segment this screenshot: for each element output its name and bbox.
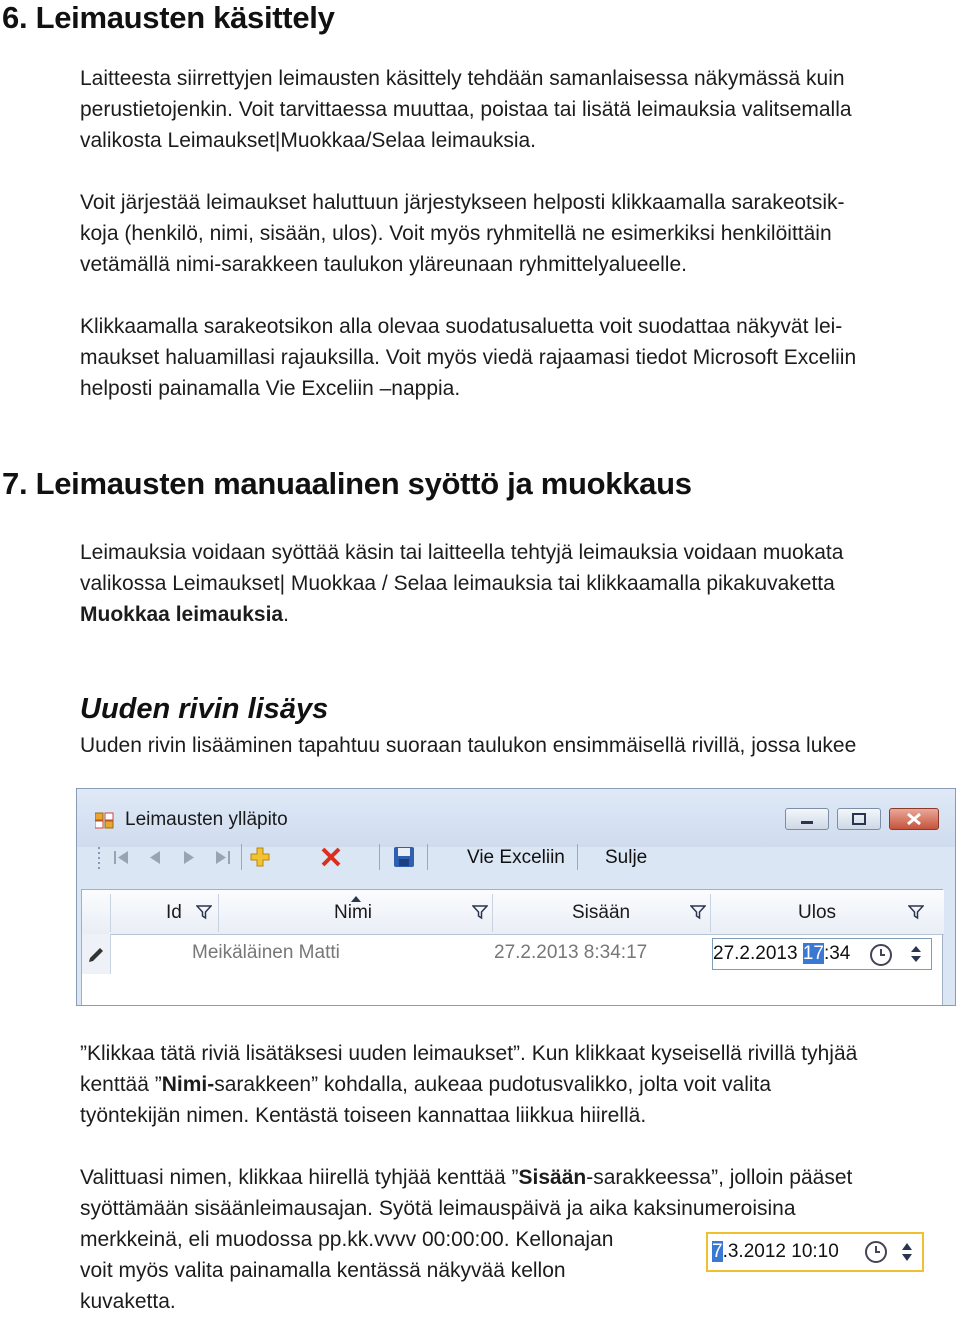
column-separator [710, 894, 711, 932]
text-line: maukset haluamillasi rajauksilla. Voit myös viedä rajaamasi tiedot Microsoft Exceliin [80, 346, 857, 369]
datetime-field-example[interactable] [706, 1232, 924, 1272]
datetime-rest: .3.2012 10:10 [722, 1241, 839, 1262]
row-indicator [82, 934, 111, 974]
section-6-paragraph-3 [80, 311, 856, 404]
toolbar-grip [95, 844, 103, 870]
clock-icon[interactable] [869, 943, 893, 972]
ulos-hour-selected: 17 [802, 943, 824, 964]
cell-nimi[interactable]: Meikäläinen Matti [192, 942, 340, 963]
text-line: helposti painamalla Vie Exceliin –nappia. [80, 377, 461, 400]
text-line: Klikkaamalla sarakeotsikon alla olevaa suodatusaluetta voit suodattaa näkyvät lei- [80, 315, 843, 338]
ulos-date: 27.2.2013 [713, 943, 803, 964]
column-separator [218, 894, 219, 932]
column-separator [110, 894, 111, 932]
grid-header [82, 890, 944, 935]
toolbar-separator [577, 844, 578, 870]
selected-digit: 7 [712, 1241, 723, 1262]
column-header-nimi[interactable]: Nimi [334, 902, 372, 923]
toolbar [93, 838, 943, 876]
next-record-icon[interactable] [177, 844, 201, 870]
text-line: valikosta Leimaukset|Muokkaa/Selaa leimauksia. [80, 129, 537, 152]
bold-term: Sisään [518, 1166, 587, 1189]
close-button[interactable]: Sulje [605, 847, 648, 868]
last-record-icon[interactable] [211, 844, 235, 870]
text-line: työntekijän nimen. Kentästä toiseen kannattaa liikkua hiirellä. [80, 1104, 647, 1127]
minimize-button[interactable] [785, 808, 829, 830]
text-line: Laitteesta siirrettyjen leimausten käsittely tehdään samanlaisessa näkymässä kuin [80, 67, 845, 90]
filter-icon[interactable] [472, 904, 488, 925]
save-icon[interactable] [391, 844, 417, 870]
section-7-title: 7. Leimausten manuaalinen syöttö ja muokkaus [2, 466, 692, 501]
export-excel-button[interactable]: Vie Exceliin [467, 847, 565, 868]
toolbar-separator [241, 844, 242, 870]
text-line: merkkeinä, eli muodossa pp.kk.vvvv 00:00:00. Kellonajan [80, 1228, 614, 1251]
toolbar-separator [379, 844, 380, 870]
add-icon[interactable] [247, 844, 273, 870]
section-7-paragraph [80, 537, 843, 630]
filter-icon[interactable] [690, 904, 706, 925]
cell-sisaan[interactable]: 27.2.2013 8:34:17 [494, 942, 648, 963]
text-line [80, 599, 843, 630]
spin-buttons[interactable] [900, 1239, 914, 1270]
text-line [80, 1162, 852, 1193]
text-line: valikossa Leimaukset| Muokkaa / Selaa leimauksia tai klikkaamalla pikakuvaketta [80, 572, 835, 595]
text-line: perustietojenkin. Voit tarvittaessa muuttaa, poistaa tai lisätä leimauksia valitsemalla [80, 98, 852, 121]
previous-record-icon[interactable] [143, 844, 167, 870]
text-line: Uuden rivin lisääminen tapahtuu suoraan taulukon ensimmäisellä rivillä, jossa lukee [80, 734, 857, 757]
text-line: koja (henkilö, nimi, sisään, ulos). Voit myös ryhmitellä ne esimerkiksi henkilöittäin [80, 222, 832, 245]
text-line: Voit järjestää leimaukset haluttuun järjestykseen helposti klikkaamalla sarakeotsik- [80, 191, 845, 214]
screenshot-window [76, 788, 956, 1006]
delete-icon[interactable] [317, 844, 345, 870]
filter-icon[interactable] [908, 904, 924, 925]
filter-icon[interactable] [196, 904, 212, 925]
text-fragment: . [283, 603, 289, 626]
text-line: syöttämään sisäänleimausajan. Syötä leimauspäivä ja aika kaksinumeroisina [80, 1197, 796, 1220]
bold-term: Muokkaa leimauksia [80, 603, 284, 626]
close-window-button[interactable] [889, 808, 939, 830]
section-6-title: 6. Leimausten käsittely [2, 0, 335, 35]
new-row-heading: Uuden rivin lisäys [80, 693, 329, 725]
text-line: kuvaketta. [80, 1290, 176, 1313]
maximize-button[interactable] [837, 808, 881, 830]
column-header-ulos[interactable]: Ulos [798, 902, 837, 923]
window-title: Leimausten ylläpito [125, 809, 288, 830]
text-fragment: sarakkeen” kohdalla, aukeaa pudotusvalikko, jolta voit valita [214, 1073, 772, 1096]
text-line: voit myös valita painamalla kentässä näkyvää kellon [80, 1259, 566, 1282]
text-fragment: -sarakkeessa”, jolloin pääset [586, 1166, 853, 1189]
column-separator [492, 894, 493, 932]
section-6-paragraph-2 [80, 187, 845, 280]
ulos-minutes: :34 [823, 943, 851, 964]
column-header-sisaan[interactable]: Sisään [572, 902, 631, 923]
new-row-intro [80, 730, 856, 761]
toolbar-separator [427, 844, 428, 870]
cell-ulos-editor[interactable] [712, 938, 932, 970]
ulos-value [713, 943, 850, 965]
stamps-grid [81, 889, 943, 1006]
click-row-paragraph [80, 1038, 857, 1131]
text-line [80, 1069, 857, 1100]
text-line: ”Klikkaa tätä riviä lisätäksesi uuden leimaukset”. Kun klikkaat kyseisellä rivillä tyhjää [80, 1042, 858, 1065]
datetime-value [712, 1241, 839, 1263]
section-6-paragraph-1 [80, 63, 852, 156]
first-record-icon[interactable] [109, 844, 133, 870]
bold-term: Nimi- [161, 1073, 215, 1096]
clock-icon[interactable] [864, 1240, 888, 1269]
text-fragment: kenttää ” [80, 1073, 162, 1096]
text-line: Leimauksia voidaan syöttää käsin tai laitteella tehtyjä leimauksia voidaan muokata [80, 541, 844, 564]
text-fragment: Valittuasi nimen, klikkaa hiirellä tyhjää kenttää ” [80, 1166, 519, 1189]
column-header-id[interactable]: Id [166, 902, 182, 923]
spin-buttons[interactable] [909, 942, 923, 971]
app-icon [95, 811, 115, 829]
text-line: vetämällä nimi-sarakkeen taulukon yläreunaan ryhmittelyalueelle. [80, 253, 687, 276]
